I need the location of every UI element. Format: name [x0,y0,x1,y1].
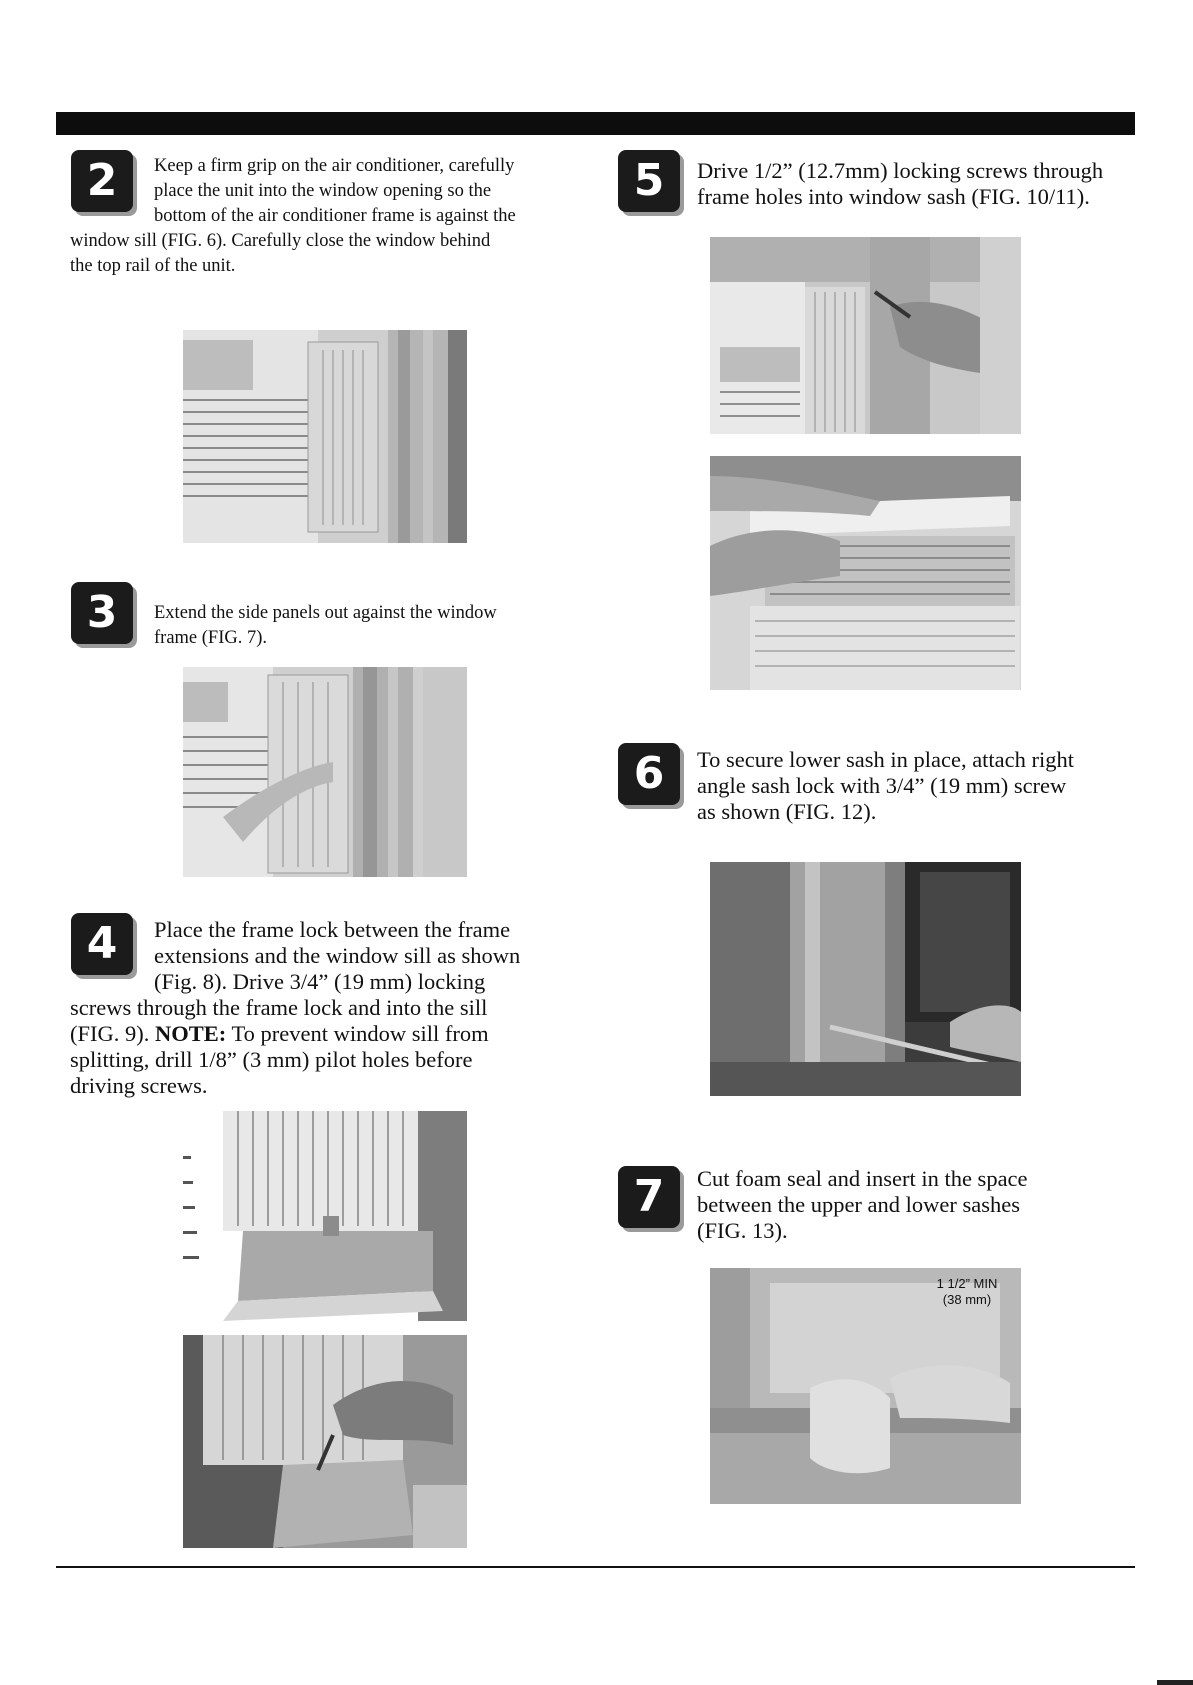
text-line: To secure lower sash in place, attach right [697,747,1075,772]
text-line: Extend the side panels out against the window [154,603,497,623]
fig-12-photo [710,862,1021,1096]
text-line: splitting, drill 1/8” (3 mm) pilot holes before [70,1047,473,1072]
text-line: frame holes into window sash (FIG. 10/11). [697,184,1090,209]
step-3-text [154,601,574,651]
step-number: 7 [633,1171,665,1222]
text-line: frame (FIG. 7). [154,628,268,648]
step-number: 3 [86,587,118,638]
measure-line-2: (38 mm) [942,1292,992,1307]
step-badge-4 [71,913,133,975]
text-line: between the upper and lower sashes [697,1192,1021,1217]
text-line: place the unit into the window opening so the [154,181,492,201]
fig-9-photo [183,1335,467,1548]
fig-13-photo [710,1268,1021,1504]
text-line: bottom of the air conditioner frame is against the [154,206,516,226]
text-line: angle sash lock with 3/4” (19 mm) screw [697,773,1067,798]
step-7-text [697,1166,1137,1244]
fig-11-photo [710,456,1021,690]
note-prefix: (FIG. 9). [70,1021,155,1046]
text-line: the top rail of the unit. [70,256,236,276]
step-4-text-indented [154,917,574,995]
text-line: Cut foam seal and insert in the space [697,1166,1028,1191]
text-line: (FIG. 13). [697,1218,788,1243]
step-badge-2 [71,150,133,212]
step-6-text [697,747,1137,825]
fig-10-photo [710,237,1021,434]
step-badge-6 [618,743,680,805]
note-label: NOTE: [155,1021,227,1046]
step-5-text [697,158,1137,210]
step-2-text-full [70,229,570,279]
measure-line-1: 1 1/2” MIN [936,1276,998,1291]
text-line: extensions and the window sill as shown [154,943,521,968]
text-line: screws through the frame lock and into the sill [70,995,488,1020]
fig-8-photo [183,1111,467,1321]
fig-7-photo [183,667,467,877]
fig-13-measure-label [915,1276,1019,1308]
step-badge-7 [618,1166,680,1228]
step-number: 5 [633,155,665,206]
corner-mark [1157,1680,1193,1685]
text-line: Keep a firm grip on the air conditioner, carefully [154,156,515,176]
text-line: Drive 1/2” (12.7mm) locking screws through [697,158,1104,183]
text-line: as shown (FIG. 12). [697,799,877,824]
note-rest: To prevent window sill from [226,1021,489,1046]
step-badge-5 [618,150,680,212]
step-number: 4 [86,918,118,969]
step-2-text-indented [154,154,574,229]
step-badge-3 [71,582,133,644]
fig-6-photo [183,330,467,543]
text-line: driving screws. [70,1073,208,1098]
step-number: 2 [86,155,118,206]
footer-rule [56,1566,1135,1568]
note-line [70,1021,590,1047]
step-4-text-full [70,995,590,1099]
text-line: window sill (FIG. 6). Carefully close the window behind [70,231,491,251]
header-bar [56,112,1135,135]
text-line: Place the frame lock between the frame [154,917,511,942]
step-number: 6 [633,748,665,799]
text-line: (Fig. 8). Drive 3/4” (19 mm) locking [154,969,486,994]
